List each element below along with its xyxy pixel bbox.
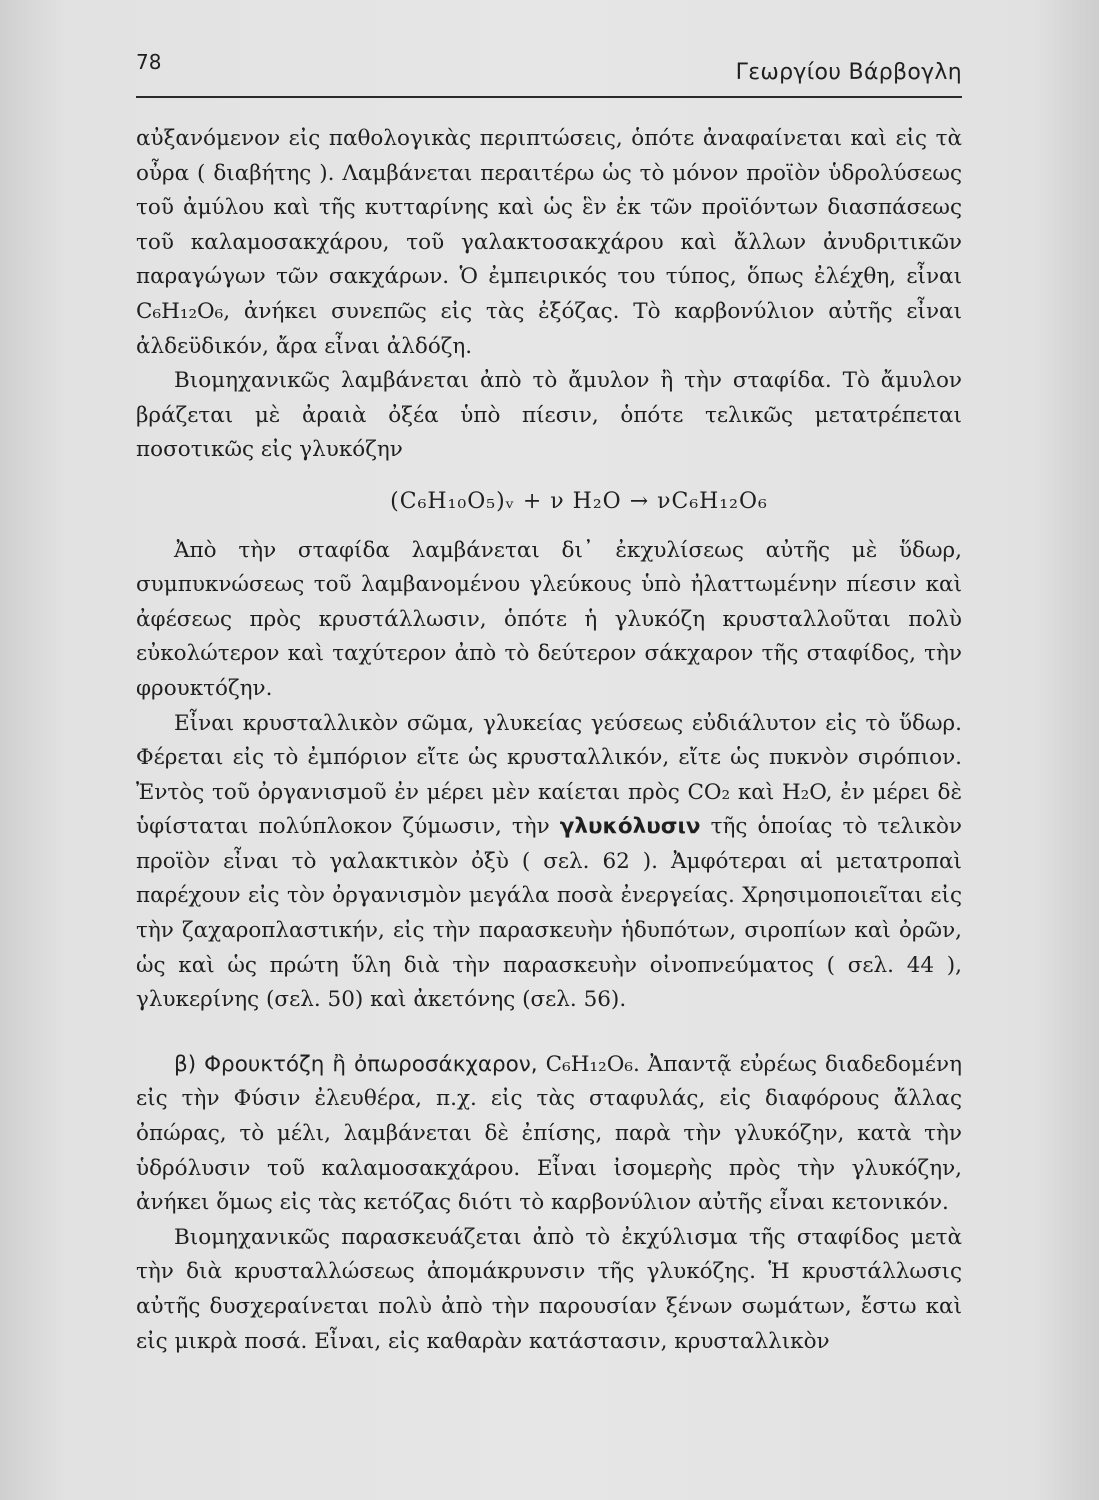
body-text — [136, 122, 962, 1359]
paragraph-3: Ἀπὸ τὴν σταφίδα λαμβάνεται δι᾽ ἐκχυλίσεως αὐτῆς μὲ ὕδωρ, συμπυκνώσεως τοῦ λαμβανομένου γλεύκους ὑπὸ ἠλαττωμένην πίεσιν καὶ ἀφέσεως πρὸς κρυστάλλωσιν, ὁπότε ἡ γλυκόζη κρυσταλλοῦται πολὺ εὐκολώτερον καὶ ταχύτερον ἀπὸ τὸ δεύτερον σάκχαρον τῆς σταφίδος, τὴν φρουκτόζην. — [136, 537, 962, 701]
paragraph-5-text: C₆H₁₂O₆. Ἀπαντᾷ εὐρέως διαδεδομένη εἰς τὴν Φύσιν ἐλευθέρα, π.χ. εἰς τὰς σταφυλάς, εἰς διαφόρους ἄλλας ὀπώρας, τὸ μέλι, λαμβάνεται δὲ ἐπίσης, παρὰ τὴν γλυκόζην, κατὰ τὴν ὑδρόλυσιν τοῦ καλαμοσακχάρου. Εἶναι ἰσομερὴς πρὸς τὴν γλυκόζην, ἀνήκει ὅμως εἰς τὰς κετόζας διότι τὸ καρβονύλιον αὐτῆς εἶναι κετονικόν. — [136, 1051, 962, 1216]
running-head: Γεωργίου Βάρβογλη — [735, 60, 962, 85]
page-header — [136, 50, 962, 98]
paragraph-4 — [136, 707, 962, 1018]
paragraph-4-text-a: Εἶναι κρυσταλλικὸν σῶμα, γλυκείας γεύσεως εὐδιάλυτον εἰς τὸ ὕδωρ. Φέρεται εἰς τὸ ἐμπόριον εἴτε ὡς κρυσταλλικόν, εἴτε ὡς πυκνὸν σιρόπιον. Ἐντὸς τοῦ ὀργανισμοῦ ἐν μέρει μὲν καίεται πρὸς CO₂ καὶ H₂O, ἐν μέρει δὲ ὑφίσταται πολύπλοκον ζύμωσιν, τὴν — [136, 710, 962, 840]
paragraph-4-text-b: τῆς ὁποίας τὸ τελικὸν προϊὸν εἶναι τὸ γαλακτικὸν ὀξὺ ( σελ. 62 ). Ἀμφότεραι αἱ μετατροπαὶ παρέχουν εἰς τὸν ὀργανισμὸν μεγάλα ποσὰ ἐνεργείας. Χρησιμοποιεῖται εἰς τὴν ζαχαροπλαστικήν, εἰς τὴν παρασκευὴν ἡδυπότων, σιροπίων καὶ ὀρῶν, ὡς καὶ ὡς πρώτη ὕλη διὰ τὴν παρασκευὴν οἰνοπνεύματος ( σελ. 44 ), γλυκερίνης (σελ. 50) καὶ ἀκετόνης (σελ. 56). — [136, 814, 962, 1013]
chemical-equation: (C₆H₁₀O₅)ᵥ + ν H₂O → νC₆H₁₂O₆ — [390, 488, 768, 514]
paragraph-5 — [136, 1048, 962, 1221]
paragraph-6: Βιομηχανικῶς παρασκευάζεται ἀπὸ τὸ ἐκχύλισμα τῆς σταφίδος μετὰ τὴν διὰ κρυσταλλώσεως ἀπομάκρυνσιν τῆς γλυκόζης. Ἡ κρυστάλλωσις αὐτῆς δυσχεραίνεται πολὺ ἀπὸ τὴν παρουσίαν ξένων σωμάτων, ἔστω καὶ εἰς μικρὰ ποσά. Εἶναι, εἰς καθαρὰν κατάστασιν, κρυσταλλικὸν — [136, 1224, 962, 1354]
paragraph-1: αὐξανόμενον εἰς παθολογικὰς περιπτώσεις, ὁπότε ἀναφαίνεται καὶ εἰς τὰ οὖρα ( διαβήτης ). Λαμβάνεται περαιτέρω ὡς τὸ μόνον προϊὸν ὑδρολύσεως τοῦ ἀμύλου καὶ τῆς κυτταρίνης καὶ ὡς ἓν ἐκ τῶν προϊόντων διασπάσεως τοῦ καλαμοσακχάρου, τοῦ γαλακτοσακχάρου καὶ ἄλλων ἀνυδριτικῶν παραγώγων τῶν σακχάρων. Ὁ ἐμπειρικός του τύπος, ὅπως ἐλέχθη, εἶναι C₆H₁₂O₆, ἀνήκει συνεπῶς εἰς τὰς ἐξόζας. Τὸ καρβονύλιον αὐτῆς εἶναι ἀλδεϋδικόν, ἄρα εἶναι ἀλδόζη. — [136, 126, 962, 359]
page-number: 78 — [136, 50, 162, 74]
section-label-fructose: β) Φρουκτόζη ἢ ὀπωροσάκχαρον, — [174, 1051, 538, 1077]
paragraph-2: Βιομηχανικῶς λαμβάνεται ἀπὸ τὸ ἄμυλον ἢ τὴν σταφίδα. Τὸ ἄμυλον βράζεται μὲ ἀραιὰ ὀξέα ὑπὸ πίεσιν, ὁπότε τελικῶς μετατρέπεται ποσοτικῶς εἰς γλυκόζην — [136, 368, 962, 463]
term-glycolysis: γλυκόλυσιν — [559, 814, 701, 840]
